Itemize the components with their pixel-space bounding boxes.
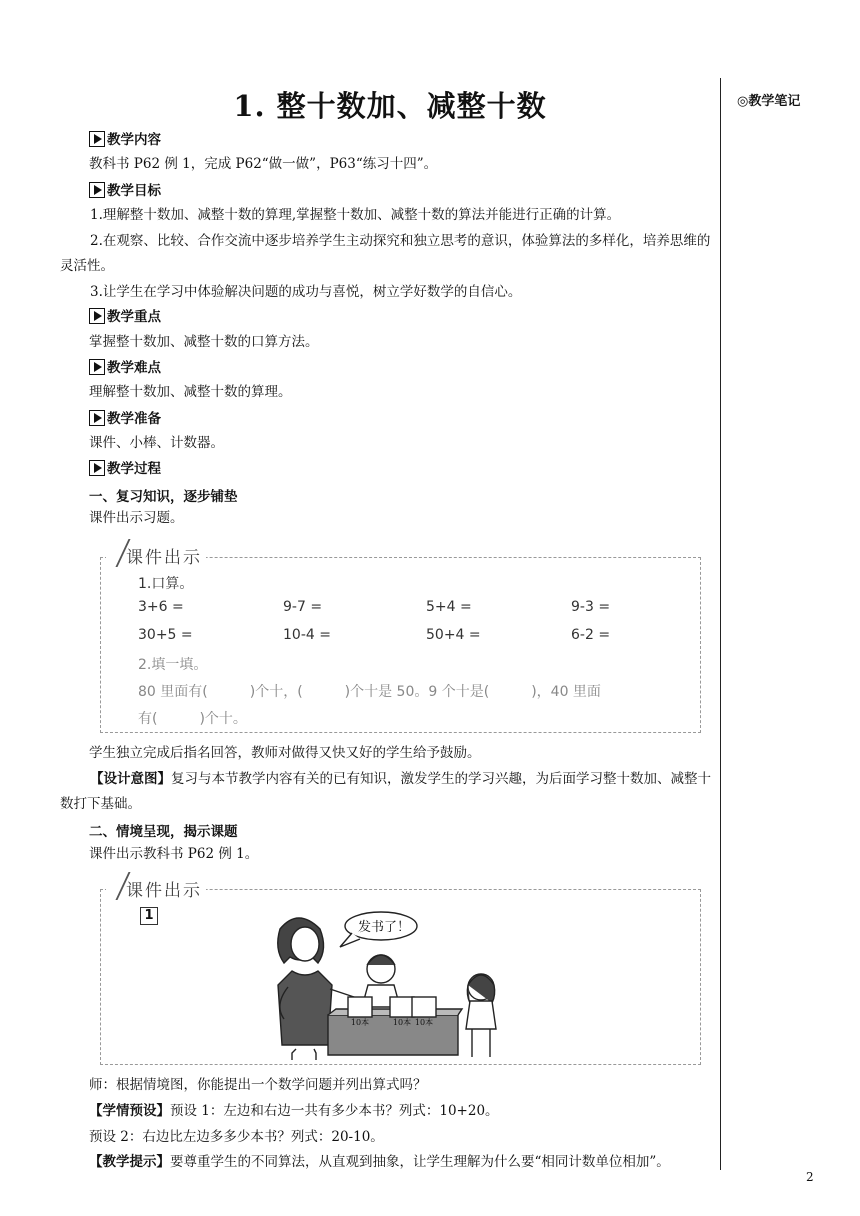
fill-line-2: 有( )个十。 (138, 711, 247, 727)
part1-text: 课件出示习题。 (89, 510, 184, 526)
calc-r2c3: 50+4 = (426, 627, 481, 643)
play-icon (89, 308, 105, 324)
fill-line-1: 80 里面有( )个十，( )个十是 50。9 个十是( )，40 里面 (138, 684, 601, 700)
book-stack-label: 10本 (350, 1018, 370, 1027)
part2-title: 二、情境呈现，揭示课题 (89, 824, 238, 840)
notes-column-divider (720, 78, 721, 1170)
after-box1-text: 学生独立完成后指名回答，教师对做得又快又好的学生给予鼓励。 (89, 745, 481, 761)
play-icon (89, 410, 105, 426)
lesson-title: 1. 整十数加、减整十数 (233, 89, 547, 123)
play-icon (89, 182, 105, 198)
goal-1: 1.理解整十数加、减整十数的算理,掌握整十数加、减整十数的算法并能进行正确的计算。 (90, 207, 621, 223)
scene-illustration (100, 889, 701, 1065)
box2-tag: 课件出示 (106, 876, 206, 901)
calc-r1c1: 3+6 = (138, 599, 184, 615)
q2-title: 2.填一填。 (138, 657, 208, 673)
teaching-tip: 【教学提示】要尊重学生的不同算法，从直观到抽象，让学生理解为什么要“相同计数单位相加”。 (89, 1154, 670, 1170)
part1-title: 一、复习知识，逐步铺垫 (89, 489, 238, 505)
section-head-content: 教学内容 (89, 130, 161, 150)
preset-2: 预设 2：右边比左边多多少本书？列式：20-10。 (89, 1129, 384, 1145)
book-stack-label: 10本 (414, 1018, 434, 1027)
calc-r1c3: 5+4 = (426, 599, 472, 615)
goal-3: 3.让学生在学习中体验解决问题的成功与喜悦，树立学好数学的自信心。 (90, 284, 522, 300)
section-head-process: 教学过程 (89, 459, 161, 479)
calc-r2c1: 30+5 = (138, 627, 193, 643)
prep-text: 课件、小棒、计数器。 (89, 435, 224, 451)
example-number-badge: 1 (140, 907, 158, 925)
calc-r2c4: 6-2 = (571, 627, 611, 643)
part2-text: 课件出示教科书 P62 例 1。 (89, 846, 259, 862)
teaching-notes-label: ◎教学笔记 (737, 94, 801, 109)
section-head-difficulty: 教学难点 (89, 358, 161, 378)
calc-r2c2: 10-4 = (283, 627, 331, 643)
play-icon (89, 460, 105, 476)
play-icon (89, 359, 105, 375)
section-head-goals: 教学目标 (89, 181, 161, 201)
calc-r1c2: 9-7 = (283, 599, 323, 615)
content-text: 教科书 P62 例 1，完成 P62“做一做”，P63“练习十四”。 (89, 156, 438, 172)
q1-title: 1.口算。 (138, 576, 194, 592)
page-number: 2 (806, 1170, 814, 1184)
goal-2: 2.在观察、比较、合作交流中逐步培养学生主动探究和独立思考的意识，体验算法的多样化，培养思维的灵活性。 (60, 233, 711, 274)
key-text: 掌握整十数加、减整十数的口算方法。 (89, 334, 319, 350)
calc-r1c4: 9-3 = (571, 599, 611, 615)
book-stack-label: 10本 (392, 1018, 412, 1027)
section-head-key: 教学重点 (89, 307, 161, 327)
section-head-prep: 教学准备 (89, 409, 161, 429)
teacher-question: 师：根据情境图，你能提出一个数学问题并列出算式吗？ (89, 1077, 427, 1093)
box1-tag: 课件出示 (106, 543, 206, 568)
design-intent: 【设计意图】复习与本节教学内容有关的已有知识，激发学生的学习兴趣，为后面学习整十数加、减整十数打下基础。 (60, 771, 711, 812)
difficulty-text: 理解整十数加、减整十数的算理。 (89, 384, 292, 400)
preset-1: 【学情预设】预设 1：左边和右边一共有多少本书？列式：10+20。 (89, 1103, 499, 1119)
play-icon (89, 131, 105, 147)
speech-bubble-text: 发书了！ (358, 920, 411, 935)
